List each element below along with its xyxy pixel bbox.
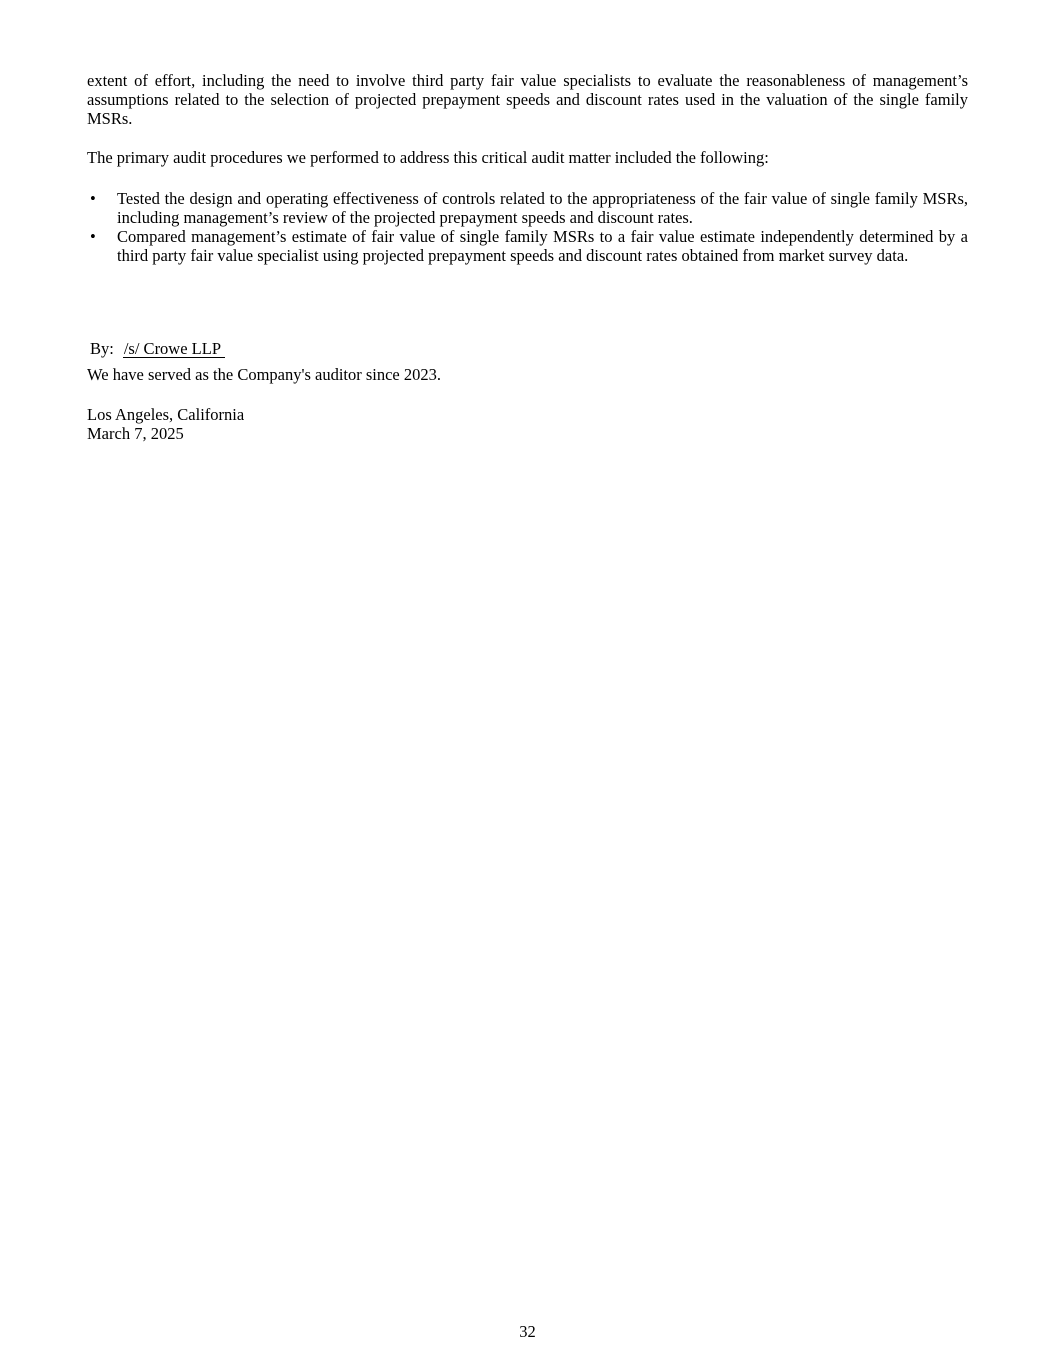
document-content — [87, 71, 968, 443]
page-number: 32 — [519, 1322, 536, 1341]
bullet-text-tested-controls: Tested the design and operating effectiveness of controls related to the appropriateness of the fair value of single family MSRs, including management’s review of the projected prepayment speeds and discount rates. — [117, 189, 968, 227]
paragraph-procedures-intro: The primary audit procedures we performed to address this critical audit matter included the following: — [87, 148, 769, 167]
paragraph-continuation: extent of effort, including the need to involve third party fair value specialists to evaluate the reasonableness of management’s assumptions related to the selection of projected prepayment speeds and discount rates used in the valuation of the single family MSRs. — [87, 71, 968, 128]
bullet-icon: • — [90, 227, 96, 246]
signature-date: March 7, 2025 — [87, 424, 184, 443]
location-date-block — [87, 405, 968, 443]
signature-line — [87, 339, 968, 358]
list-item — [87, 189, 968, 227]
signature-location: Los Angeles, California — [87, 405, 245, 424]
signature-text: /s/ Crowe LLP — [123, 340, 225, 358]
list-item — [87, 227, 968, 265]
audit-procedures-list — [87, 189, 968, 265]
by-label: By: — [90, 339, 114, 358]
bullet-icon: • — [90, 189, 96, 208]
bullet-text-compared-estimate: Compared management’s estimate of fair value of single family MSRs to a fair value estimate independently determined by a third party fair value specialist using projected prepayment speeds and discount rates obtained from market survey data. — [117, 227, 968, 265]
auditor-tenure-statement: We have served as the Company's auditor since 2023. — [87, 365, 442, 384]
